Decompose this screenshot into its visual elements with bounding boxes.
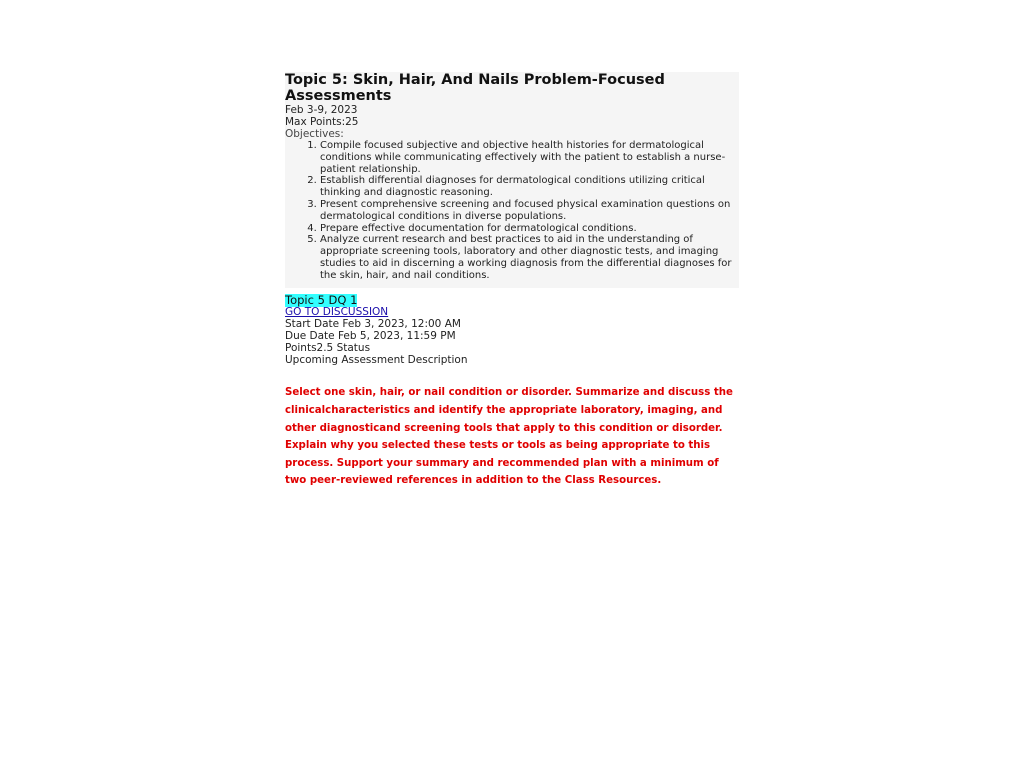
go-to-discussion-link[interactable]: GO TO DISCUSSION xyxy=(285,306,389,319)
objective-item: 2. Establish differential diagnoses for dermatological conditions utilizing critical thinking and diagnostic reasoning. xyxy=(320,175,733,199)
points-status: Points2.5 Status xyxy=(285,341,371,354)
upcoming-status: Upcoming xyxy=(285,353,339,366)
due-date: Due Date Feb 5, 2023, 11:59 PM xyxy=(285,329,456,342)
document-page xyxy=(285,72,739,490)
objective-item: 5. Analyze current research and best practices to aid in the understanding of appropriate screening tools, laboratory and other diagnostic tests, and imaging studies to aid in discerning a working diagnosis from the differential diagnoses for the skin, hair, and nail conditions. xyxy=(320,234,733,281)
discussion-title: Topic 5 DQ 1 xyxy=(285,292,358,307)
objective-item: 1. Compile focused subjective and objective health histories for dermatological conditions while communicating effectively with the patient to establish a nurse-patient relationship. xyxy=(320,140,733,175)
objective-item: 3. Present comprehensive screening and focused physical examination questions on dermatological conditions in diverse populations. xyxy=(320,199,733,223)
assessment-description-label: Assessment Description xyxy=(338,353,468,366)
status-line xyxy=(285,355,739,367)
objective-item: 4. Prepare effective documentation for dermatological conditions. xyxy=(320,223,733,235)
objectives-list xyxy=(285,140,733,282)
objectives-label: Objectives: xyxy=(285,128,344,140)
topic-header-box xyxy=(285,72,739,288)
max-points: Max Points:25 xyxy=(285,116,359,128)
topic-title: Topic 5: Skin, Hair, And Nails Problem-Focused Assessments xyxy=(285,72,665,104)
discussion-section xyxy=(285,294,739,367)
assessment-description: Select one skin, hair, or nail condition or disorder. Summarize and discuss the clinicalcharacteristics and identify the appropriate laboratory, imaging, and other diagnosticand screening tools that apply to this condition or disorder. Explain why you selected these tests or tools as being appropriate to this process. Support your summary and recommended plan with a minimum of two peer-reviewed references in addition to the Class Resources. xyxy=(285,387,733,487)
topic-dates: Feb 3-9, 2023 xyxy=(285,104,358,116)
start-date: Start Date Feb 3, 2023, 12:00 AM xyxy=(285,318,461,331)
